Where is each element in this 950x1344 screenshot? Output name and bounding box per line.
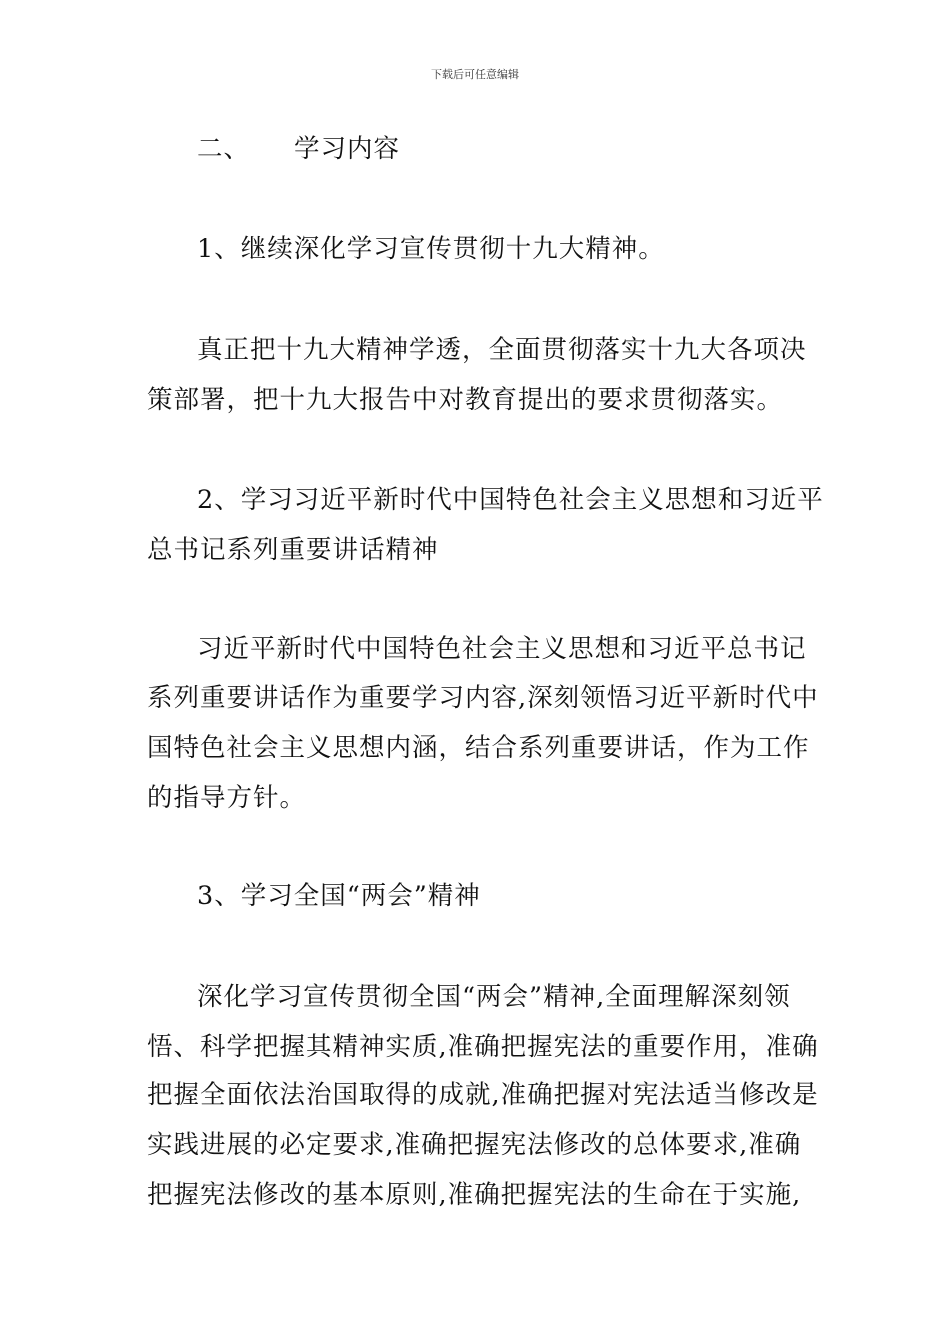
item2-body-line: 系列重要讲话作为重要学习内容,深刻领悟习近平新时代中: [147, 683, 819, 713]
item2-body-line: 习近平新时代中国特色社会主义思想和习近平总书记: [197, 634, 807, 664]
item3-body-line: 悟、科学把握其精神实质,准确把握宪法的重要作用，准确: [147, 1032, 819, 1062]
item1-body-line: 策部署，把十九大报告中对教育提出的要求贯彻落实。: [147, 385, 784, 415]
item1-body-line: 真正把十九大精神学透，全面贯彻落实十九大各项决: [197, 335, 807, 365]
item3-body-line: 把握宪法修改的基本原则,准确把握宪法的生命在于实施,: [147, 1180, 802, 1210]
item1-heading: 1、继续深化学习宣传贯彻十九大精神。: [197, 234, 665, 264]
item3-body-line: 把握全面依法治国取得的成就,准确把握对宪法适当修改是: [147, 1080, 819, 1110]
section-heading-number: 二、: [197, 134, 251, 164]
item2-heading-line: 2、学习习近平新时代中国特色社会主义思想和习近平: [197, 485, 824, 515]
item2-body-line: 国特色社会主义思想内涵，结合系列重要讲话，作为工作: [147, 733, 810, 763]
section-heading: [197, 134, 400, 164]
item3-body-line: 深化学习宣传贯彻全国“两会”精神,全面理解深刻领: [197, 982, 791, 1012]
item3-heading: 3、学习全国“两会”精神: [197, 881, 481, 911]
item2-heading-line: 总书记系列重要讲话精神: [147, 535, 439, 565]
item2-body-line: 的指导方针。: [147, 783, 307, 813]
page-header: 下载后可任意编辑: [431, 68, 519, 81]
section-heading-title: 学习内容: [294, 134, 401, 164]
item3-body-line: 实践进展的必定要求,准确把握宪法修改的总体要求,准确: [147, 1130, 802, 1160]
